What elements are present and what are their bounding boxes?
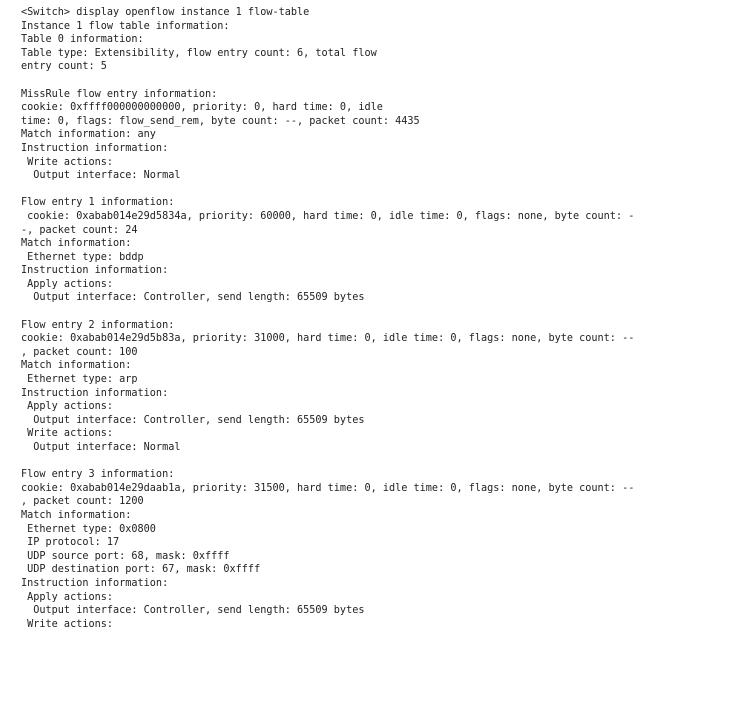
blank-line xyxy=(21,305,736,319)
output-line: entry count: 5 xyxy=(21,61,107,73)
output-line: Instruction information: xyxy=(21,387,169,399)
output-line: Apply actions: xyxy=(21,278,114,290)
blank-line xyxy=(21,455,736,469)
output-line: Table 0 information: xyxy=(21,34,144,46)
output-line: cookie: 0xabab014e29daab1a, priority: 31500, hard time: 0, idle time: 0, flags: none, byte count: -- xyxy=(21,482,635,494)
blank-line xyxy=(21,74,736,88)
output-line: Output interface: Controller, send length: 65509 bytes xyxy=(21,292,365,304)
output-line: cookie: 0xabab014e29d5b83a, priority: 31000, hard time: 0, idle time: 0, flags: none, byte count: -- xyxy=(21,333,635,345)
output-line: Output interface: Controller, send length: 65509 bytes xyxy=(21,414,365,426)
output-line: Flow entry 2 information: xyxy=(21,319,175,331)
output-line: Output interface: Normal xyxy=(21,442,181,453)
output-line: Write actions: xyxy=(21,618,114,630)
output-line: Ethernet type: 0x0800 xyxy=(21,523,156,535)
output-line: cookie: 0xffff000000000000, priority: 0, hard time: 0, idle xyxy=(21,102,383,114)
output-line: Apply actions: xyxy=(21,401,114,413)
output-line: Ethernet type: arp xyxy=(21,374,138,386)
output-line: cookie: 0xabab014e29d5834a, priority: 60000, hard time: 0, idle time: 0, flags: none, byte count: - xyxy=(21,210,635,222)
output-line: Apply actions: xyxy=(21,591,114,603)
output-line: Write actions: xyxy=(21,428,114,440)
output-line: Instruction information: xyxy=(21,142,169,154)
output-line: Instruction information: xyxy=(21,577,169,589)
blank-line xyxy=(21,183,736,197)
output-line: time: 0, flags: flow_send_rem, byte count: --, packet count: 4435 xyxy=(21,115,420,127)
output-line: Match information: xyxy=(21,238,132,250)
output-line: IP protocol: 17 xyxy=(21,537,120,549)
output-line: UDP destination port: 67, mask: 0xffff xyxy=(21,564,261,576)
output-line: Instruction information: xyxy=(21,265,169,277)
output-line: -, packet count: 24 xyxy=(21,224,138,236)
output-line: Output interface: Controller, send length: 65509 bytes xyxy=(21,605,365,617)
output-line: Table type: Extensibility, flow entry count: 6, total flow xyxy=(21,47,377,59)
output-line: Instance 1 flow table information: xyxy=(21,20,230,32)
output-line: Flow entry 1 information: xyxy=(21,197,175,209)
output-line: UDP source port: 68, mask: 0xffff xyxy=(21,550,230,562)
output-line: , packet count: 100 xyxy=(21,346,138,358)
terminal-output xyxy=(21,6,736,631)
output-line: Output interface: Normal xyxy=(21,170,181,182)
output-line: Match information: any xyxy=(21,129,156,141)
output-line: Write actions: xyxy=(21,156,114,168)
output-line: MissRule flow entry information: xyxy=(21,88,218,100)
command-line: <Switch> display openflow instance 1 flow-table xyxy=(21,7,310,18)
output-line: Match information: xyxy=(21,509,132,521)
output-line: , packet count: 1200 xyxy=(21,496,144,508)
output-line: Match information: xyxy=(21,360,132,372)
output-line: Ethernet type: bddp xyxy=(21,251,144,263)
output-line: Flow entry 3 information: xyxy=(21,469,175,481)
